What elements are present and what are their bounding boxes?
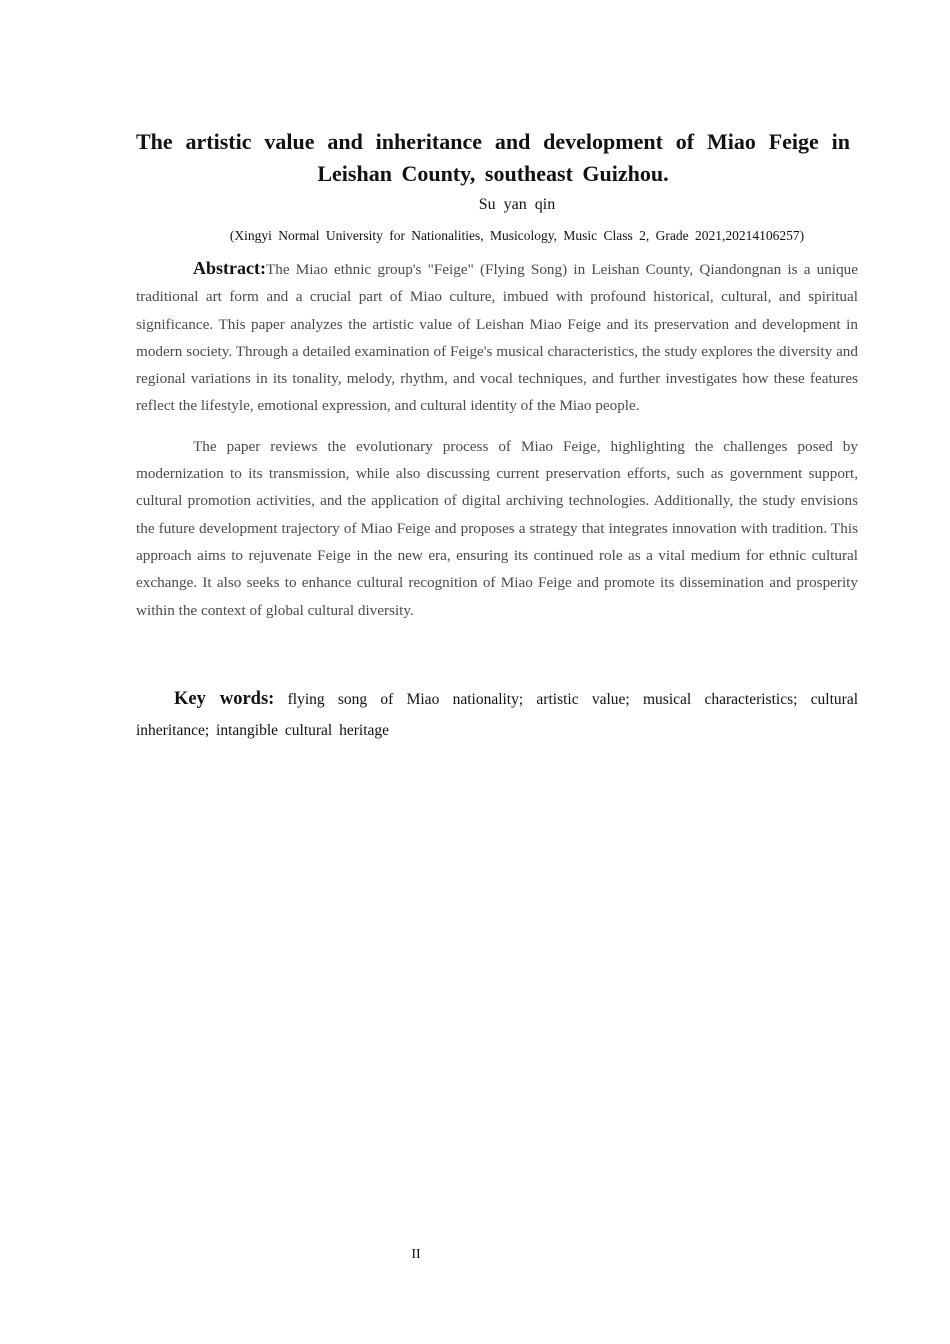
abstract-paragraph-1	[136, 255, 858, 420]
keywords-section	[136, 684, 858, 746]
abstract-paragraph-2: The paper reviews the evolutionary process of Miao Feige, highlighting the challenges posed by modernization to its transmission, while also discussing current preservation efforts, such as government support, cultural promotion activities, and the application of digital archiving technologies. Additionally, the study envisions the future development trajectory of Miao Feige and proposes a strategy that integrates innovation with tradition. This approach aims to rejuvenate Feige in the new era, ensuring its continued role as a vital medium for ethnic cultural exchange. It also seeks to enhance cultural recognition of Miao Feige and promote its dissemination and prosperity within the context of global cultural diversity.	[136, 437, 858, 619]
abstract-label: Abstract:	[193, 258, 266, 278]
abstract-paragraph-1-text: The Miao ethnic group's "Feige" (Flying Song) in Leishan County, Qiandongnan is a unique traditional art form and a crucial part of Miao culture, imbued with profound historical, cultural, and spiritual significance. This paper analyzes the artistic value of Leishan Miao Feige and its preservation and development in modern society. Through a detailed examination of Feige's musical characteristics, the study explores the diversity and regional variations in its tonality, melody, rhythm, and vocal techniques, and further investigates how these features reflect the lifestyle, emotional expression, and cultural identity of the Miao people.	[136, 261, 858, 415]
author-affiliation: (Xingyi Normal University for Nationalities, Musicology, Music Class 2, Grade 2021,20214106257)	[229, 228, 805, 243]
author-name: Su yan qin	[478, 196, 556, 213]
keywords-text: flying song of Miao nationality; artistic value; musical characteristics; cultural inheritance; intangible cultural heritage	[136, 691, 859, 739]
keywords-label: Key words:	[174, 689, 275, 709]
page-number: II	[411, 1247, 421, 1262]
abstract-section	[136, 255, 858, 624]
paper-title	[136, 126, 850, 190]
paper-title-line-2: Leishan County, southeast Guizhou.	[317, 161, 669, 186]
paper-title-line-1: The artistic value and inheritance and development of Miao Feige in	[136, 129, 850, 154]
